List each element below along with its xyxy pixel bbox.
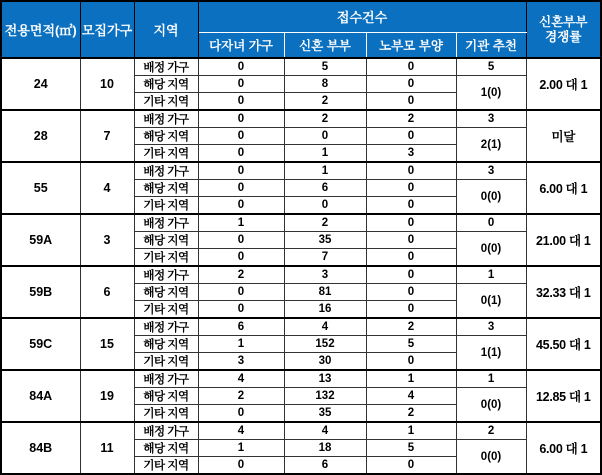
newlywed-count-cell: 13 bbox=[284, 370, 366, 388]
multi-child-count-cell: 0 bbox=[198, 284, 284, 301]
area-cell: 59C bbox=[1, 318, 80, 370]
newlywed-count-cell: 0 bbox=[284, 197, 366, 215]
elderly-count-cell: 5 bbox=[366, 336, 456, 353]
col-header-elderly-parent: 노부모 부양 bbox=[366, 32, 456, 58]
rate-cell: 12.85 대 1 bbox=[526, 370, 601, 422]
region-type-cell: 해당 지역 bbox=[134, 180, 198, 197]
newlywed-count-cell: 2 bbox=[284, 93, 366, 111]
multi-child-count-cell: 0 bbox=[198, 58, 284, 76]
agency-count-cell: 2 bbox=[456, 422, 526, 440]
col-header-agency: 기관 추천 bbox=[456, 32, 526, 58]
agency-count-merged-cell: 1(0) bbox=[456, 76, 526, 111]
households-cell: 6 bbox=[80, 266, 134, 318]
multi-child-count-cell: 6 bbox=[198, 318, 284, 336]
area-cell: 84B bbox=[1, 422, 80, 474]
agency-count-merged-cell: 0(0) bbox=[456, 440, 526, 475]
newlywed-count-cell: 35 bbox=[284, 405, 366, 423]
newlywed-count-cell: 35 bbox=[284, 232, 366, 249]
table-row bbox=[1, 162, 601, 180]
table-row bbox=[1, 422, 601, 440]
newlywed-count-cell: 16 bbox=[284, 301, 366, 319]
table-row bbox=[1, 318, 601, 336]
households-cell: 11 bbox=[80, 422, 134, 474]
rate-cell: 21.00 대 1 bbox=[526, 214, 601, 266]
agency-count-cell: 0 bbox=[456, 214, 526, 232]
region-type-cell: 기타 지역 bbox=[134, 301, 198, 319]
multi-child-count-cell: 0 bbox=[198, 405, 284, 423]
elderly-count-cell: 1 bbox=[366, 422, 456, 440]
area-cell: 24 bbox=[1, 58, 80, 110]
agency-count-merged-cell: 0(0) bbox=[456, 180, 526, 215]
region-type-cell: 기타 지역 bbox=[134, 145, 198, 163]
elderly-count-cell: 0 bbox=[366, 301, 456, 319]
region-type-cell: 기타 지역 bbox=[134, 457, 198, 475]
newlywed-count-cell: 6 bbox=[284, 180, 366, 197]
col-header-multi-child: 다자녀 가구 bbox=[198, 32, 284, 58]
newlywed-count-cell: 2 bbox=[284, 110, 366, 128]
newlywed-count-cell: 4 bbox=[284, 318, 366, 336]
elderly-count-cell: 1 bbox=[366, 370, 456, 388]
newlywed-count-cell: 4 bbox=[284, 422, 366, 440]
newlywed-count-cell: 5 bbox=[284, 58, 366, 76]
rate-cell: 6.00 대 1 bbox=[526, 422, 601, 474]
region-type-cell: 배정 가구 bbox=[134, 214, 198, 232]
rate-cell: 45.50 대 1 bbox=[526, 318, 601, 370]
agency-count-cell: 3 bbox=[456, 318, 526, 336]
elderly-count-cell: 2 bbox=[366, 405, 456, 423]
multi-child-count-cell: 2 bbox=[198, 266, 284, 284]
table-row bbox=[1, 58, 601, 76]
multi-child-count-cell: 0 bbox=[198, 180, 284, 197]
elderly-count-cell: 3 bbox=[366, 145, 456, 163]
households-cell: 19 bbox=[80, 370, 134, 422]
multi-child-count-cell: 0 bbox=[198, 232, 284, 249]
newlywed-count-cell: 81 bbox=[284, 284, 366, 301]
households-cell: 3 bbox=[80, 214, 134, 266]
region-type-cell: 배정 가구 bbox=[134, 266, 198, 284]
elderly-count-cell: 2 bbox=[366, 110, 456, 128]
col-header-newlywed-rate-line2: 경쟁률 bbox=[545, 29, 582, 44]
region-type-cell: 배정 가구 bbox=[134, 318, 198, 336]
households-cell: 7 bbox=[80, 110, 134, 162]
newlywed-count-cell: 7 bbox=[284, 249, 366, 267]
elderly-count-cell: 0 bbox=[366, 128, 456, 145]
agency-count-merged-cell: 0(1) bbox=[456, 284, 526, 319]
area-cell: 84A bbox=[1, 370, 80, 422]
elderly-count-cell: 0 bbox=[366, 180, 456, 197]
multi-child-count-cell: 4 bbox=[198, 422, 284, 440]
region-type-cell: 기타 지역 bbox=[134, 353, 198, 371]
rate-cell: 32.33 대 1 bbox=[526, 266, 601, 318]
area-cell: 55 bbox=[1, 162, 80, 214]
multi-child-count-cell: 0 bbox=[198, 128, 284, 145]
area-cell: 59A bbox=[1, 214, 80, 266]
multi-child-count-cell: 1 bbox=[198, 440, 284, 457]
newlywed-count-cell: 1 bbox=[284, 145, 366, 163]
elderly-count-cell: 4 bbox=[366, 388, 456, 405]
multi-child-count-cell: 3 bbox=[198, 353, 284, 371]
area-cell: 28 bbox=[1, 110, 80, 162]
newlywed-count-cell: 6 bbox=[284, 457, 366, 475]
multi-child-count-cell: 0 bbox=[198, 197, 284, 215]
agency-count-cell: 3 bbox=[456, 162, 526, 180]
newlywed-count-cell: 132 bbox=[284, 388, 366, 405]
region-type-cell: 해당 지역 bbox=[134, 388, 198, 405]
multi-child-count-cell: 1 bbox=[198, 336, 284, 353]
elderly-count-cell: 0 bbox=[366, 197, 456, 215]
region-type-cell: 기타 지역 bbox=[134, 197, 198, 215]
col-header-applications-group: 접수건수 bbox=[198, 1, 526, 32]
col-header-newlywed-rate-line1: 신혼부부 bbox=[539, 15, 588, 30]
table-row bbox=[1, 214, 601, 232]
region-type-cell: 배정 가구 bbox=[134, 110, 198, 128]
region-type-cell: 해당 지역 bbox=[134, 232, 198, 249]
elderly-count-cell: 2 bbox=[366, 318, 456, 336]
area-cell: 59B bbox=[1, 266, 80, 318]
newlywed-count-cell: 1 bbox=[284, 162, 366, 180]
elderly-count-cell: 0 bbox=[366, 58, 456, 76]
elderly-count-cell: 0 bbox=[366, 76, 456, 93]
elderly-count-cell: 0 bbox=[366, 284, 456, 301]
agency-count-merged-cell: 0(0) bbox=[456, 388, 526, 423]
elderly-count-cell: 0 bbox=[366, 266, 456, 284]
multi-child-count-cell: 0 bbox=[198, 162, 284, 180]
region-type-cell: 배정 가구 bbox=[134, 162, 198, 180]
table-row bbox=[1, 266, 601, 284]
multi-child-count-cell: 0 bbox=[198, 76, 284, 93]
elderly-count-cell: 0 bbox=[366, 457, 456, 475]
col-header-newlywed: 신혼 부부 bbox=[284, 32, 366, 58]
multi-child-count-cell: 0 bbox=[198, 93, 284, 111]
newlywed-count-cell: 3 bbox=[284, 266, 366, 284]
newlywed-count-cell: 152 bbox=[284, 336, 366, 353]
newlywed-count-cell: 2 bbox=[284, 214, 366, 232]
newlywed-count-cell: 18 bbox=[284, 440, 366, 457]
region-type-cell: 배정 가구 bbox=[134, 370, 198, 388]
rate-cell: 6.00 대 1 bbox=[526, 162, 601, 214]
region-type-cell: 해당 지역 bbox=[134, 76, 198, 93]
multi-child-count-cell: 0 bbox=[198, 301, 284, 319]
region-type-cell: 기타 지역 bbox=[134, 405, 198, 423]
elderly-count-cell: 0 bbox=[366, 249, 456, 267]
table-row bbox=[1, 370, 601, 388]
newlywed-count-cell: 0 bbox=[284, 128, 366, 145]
agency-count-merged-cell: 2(1) bbox=[456, 128, 526, 163]
households-cell: 15 bbox=[80, 318, 134, 370]
elderly-count-cell: 5 bbox=[366, 440, 456, 457]
region-type-cell: 해당 지역 bbox=[134, 440, 198, 457]
elderly-count-cell: 0 bbox=[366, 232, 456, 249]
households-cell: 4 bbox=[80, 162, 134, 214]
table-row bbox=[1, 110, 601, 128]
rate-cell: 2.00 대 1 bbox=[526, 58, 601, 110]
households-cell: 10 bbox=[80, 58, 134, 110]
elderly-count-cell: 0 bbox=[366, 214, 456, 232]
col-header-region: 지역 bbox=[134, 1, 198, 58]
elderly-count-cell: 0 bbox=[366, 353, 456, 371]
region-type-cell: 해당 지역 bbox=[134, 284, 198, 301]
multi-child-count-cell: 2 bbox=[198, 388, 284, 405]
region-type-cell: 기타 지역 bbox=[134, 93, 198, 111]
newlywed-count-cell: 30 bbox=[284, 353, 366, 371]
multi-child-count-cell: 4 bbox=[198, 370, 284, 388]
col-header-newlywed-rate bbox=[526, 1, 601, 58]
col-header-households: 모집가구 bbox=[80, 1, 134, 58]
region-type-cell: 기타 지역 bbox=[134, 249, 198, 267]
col-header-area: 전용면적(㎡) bbox=[1, 1, 80, 58]
region-type-cell: 배정 가구 bbox=[134, 58, 198, 76]
region-type-cell: 해당 지역 bbox=[134, 128, 198, 145]
agency-count-cell: 3 bbox=[456, 110, 526, 128]
multi-child-count-cell: 1 bbox=[198, 214, 284, 232]
agency-count-cell: 1 bbox=[456, 266, 526, 284]
multi-child-count-cell: 0 bbox=[198, 110, 284, 128]
multi-child-count-cell: 0 bbox=[198, 457, 284, 475]
agency-count-merged-cell: 1(1) bbox=[456, 336, 526, 371]
elderly-count-cell: 0 bbox=[366, 93, 456, 111]
agency-count-cell: 1 bbox=[456, 370, 526, 388]
elderly-count-cell: 0 bbox=[366, 162, 456, 180]
region-type-cell: 해당 지역 bbox=[134, 336, 198, 353]
region-type-cell: 배정 가구 bbox=[134, 422, 198, 440]
rate-cell: 미달 bbox=[526, 110, 601, 162]
multi-child-count-cell: 0 bbox=[198, 249, 284, 267]
multi-child-count-cell: 0 bbox=[198, 145, 284, 163]
agency-count-cell: 5 bbox=[456, 58, 526, 76]
agency-count-merged-cell: 0(0) bbox=[456, 232, 526, 267]
newlywed-count-cell: 8 bbox=[284, 76, 366, 93]
